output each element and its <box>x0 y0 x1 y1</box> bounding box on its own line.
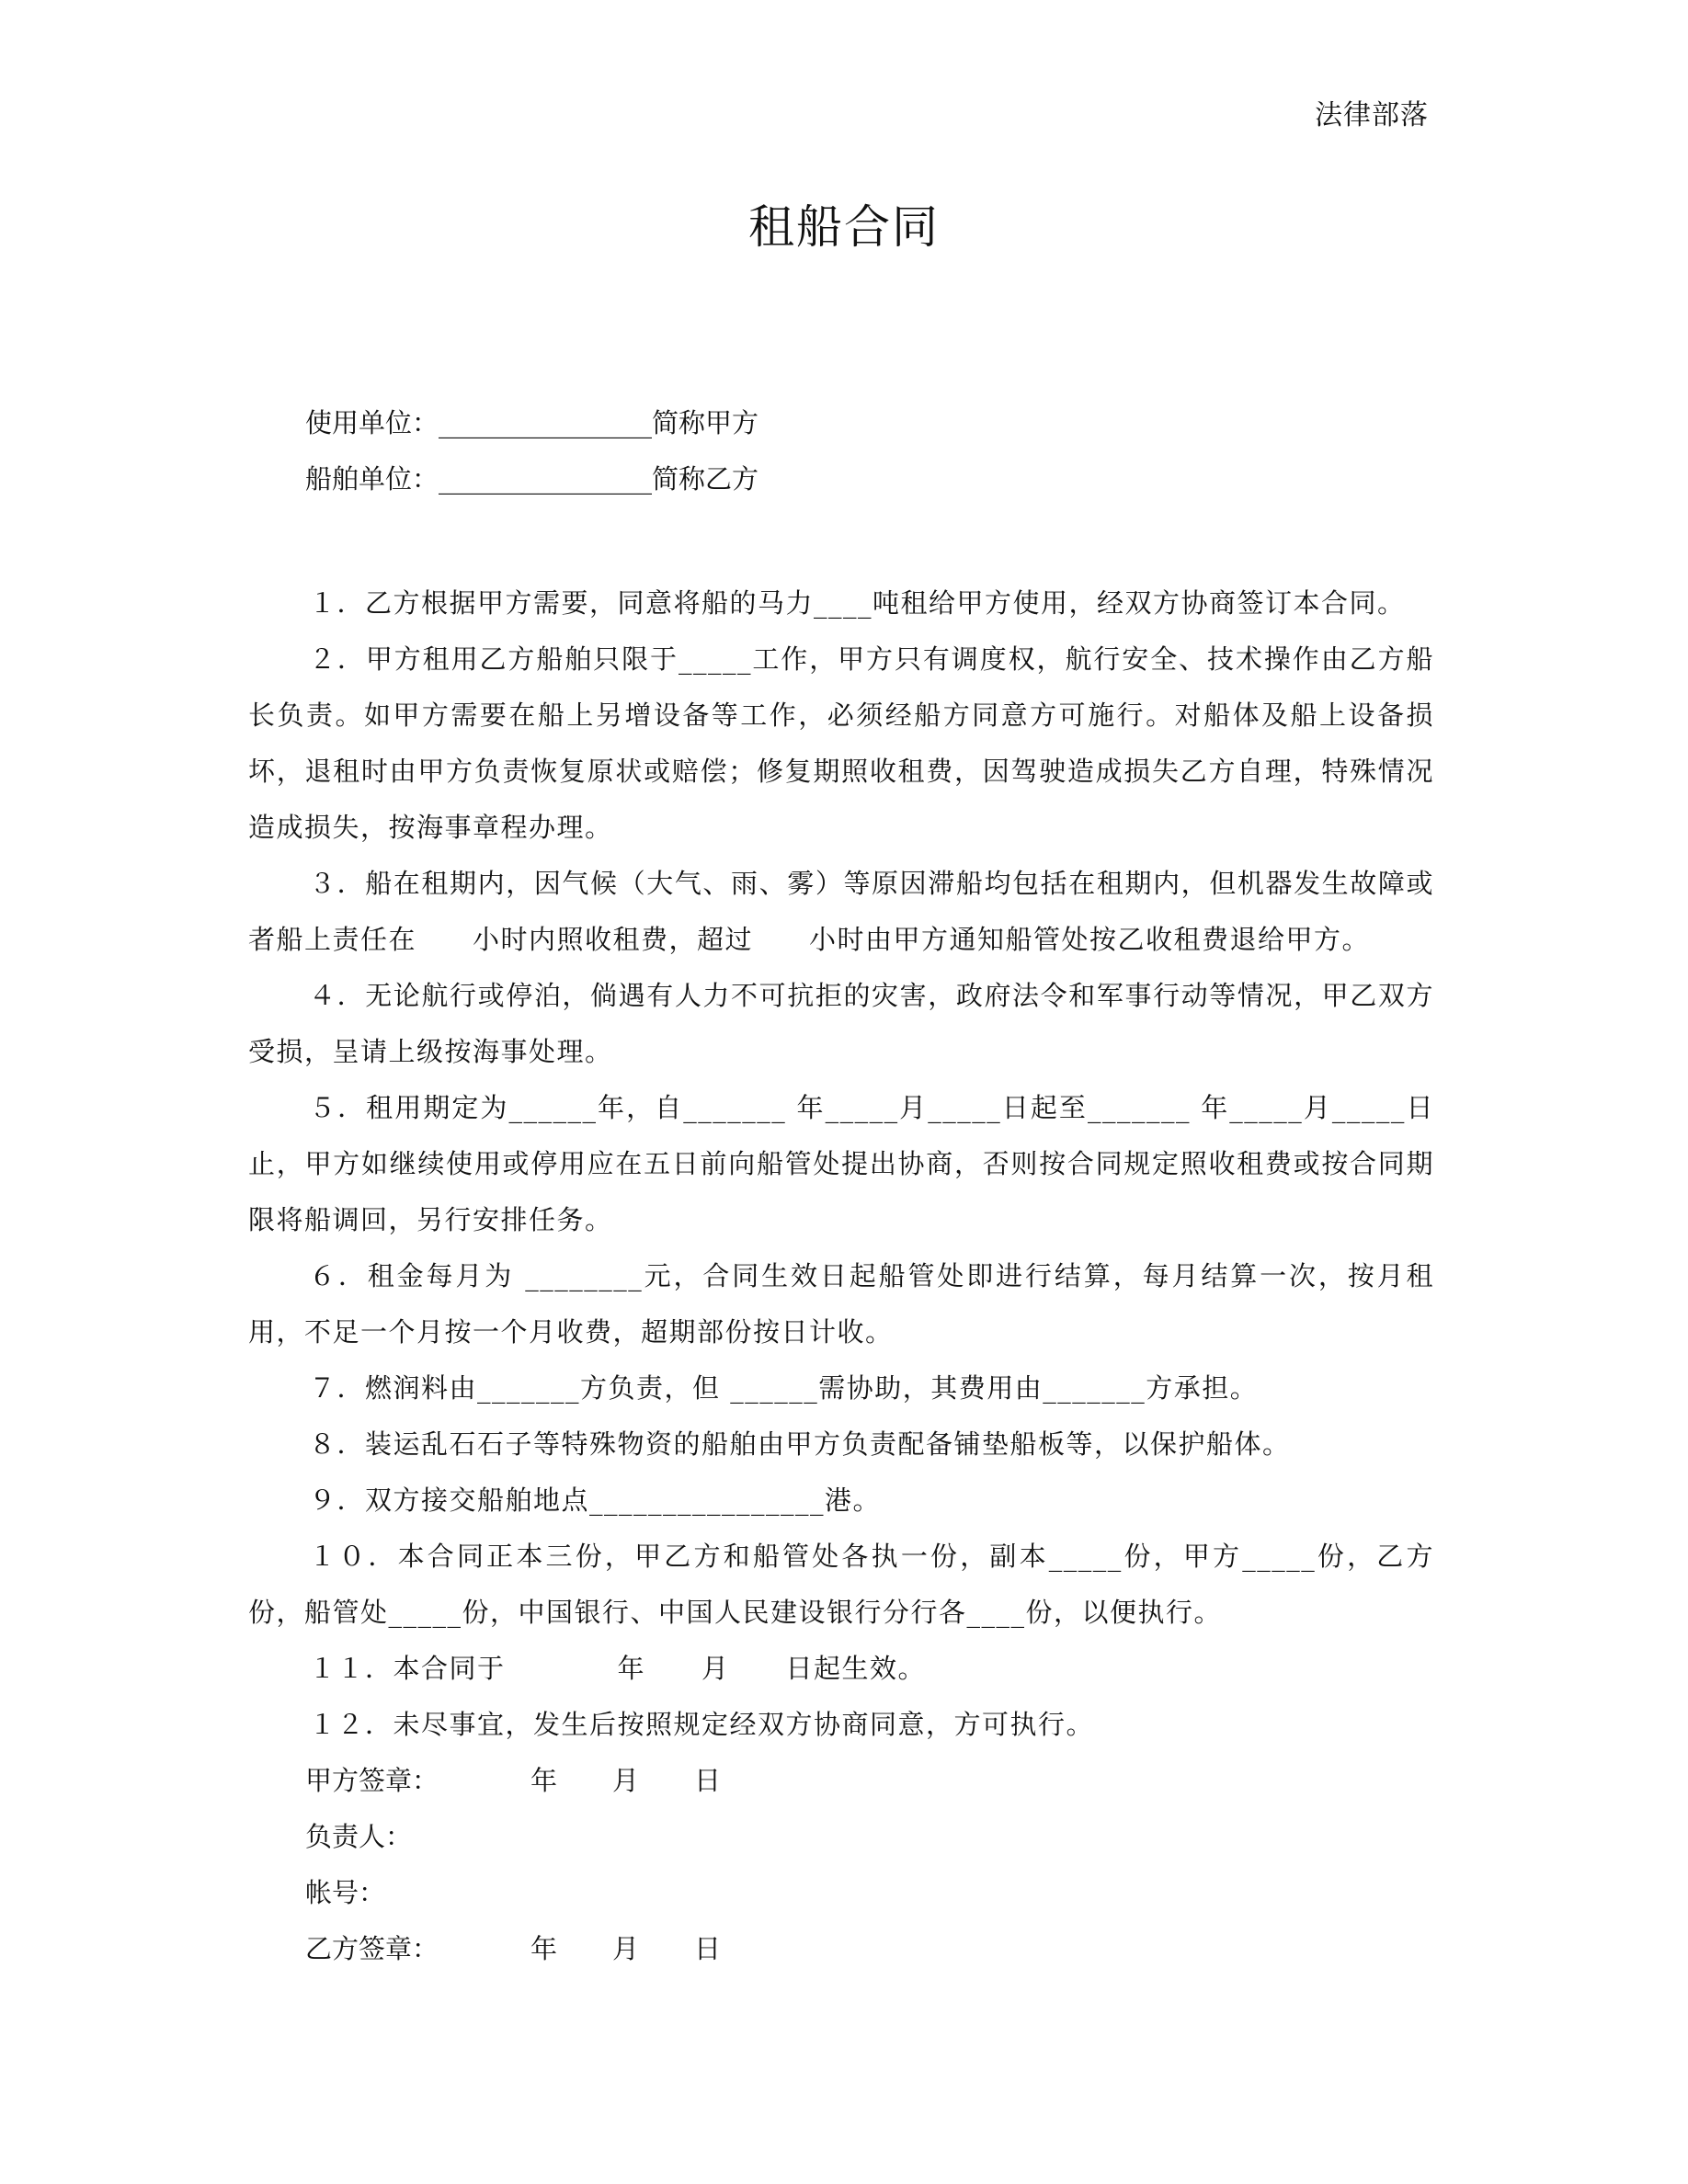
document-body <box>248 395 1434 1977</box>
clause-1: １．乙方根据甲方需要，同意将船的马力____吨租给甲方使用，经双方协商签订本合同。 <box>309 587 1406 619</box>
clause-6: ６．租金每月为 ________元，合同生效日起船管处即进行结算，每月结算一次，按月租用，不足一个月按一个月收费，超期部份按日计收。 <box>248 1260 1434 1348</box>
party-a-signature-date <box>530 1753 721 1809</box>
clause-11: １１．本合同于 年 月 日起生效。 <box>309 1653 927 1684</box>
year-label: 年 <box>530 1933 558 1964</box>
document-title: 租船合同 <box>748 200 940 254</box>
clause-5: ５．租用期定为______年，自_______ 年_____月_____日起至_______ 年_____月_____日止，甲方如继续使用或停用应在五日前向船管处提出协商，否则按合同规定照收租费或按合同期限将船调回，另行安排任务。 <box>248 1092 1434 1235</box>
account-number-line: 帐号： <box>305 1877 386 1908</box>
clause-8: ８．装运乱石石子等特殊物资的船舶由甲方负责配备铺垫船板等，以保护船体。 <box>309 1428 1291 1460</box>
party-b-signature-line <box>248 1921 1434 1977</box>
spacer <box>248 507 1434 575</box>
clause-3: ３．船在租期内，因气候（大气、雨、雾）等原因滞船均包括在租期内，但机器发生故障或者船上责任在 小时内照收租费，超过 小时由甲方通知船管处按乙收租费退给甲方。 <box>248 868 1434 955</box>
clause-7: ７．燃润料由_______方负责，但 ______需协助，其费用由_______方承担。 <box>309 1372 1259 1404</box>
day-label: 日 <box>694 1933 722 1964</box>
party-b-line: 船舶单位：________________简称乙方 <box>305 463 759 495</box>
party-b-signature-label: 乙方签章： <box>305 1933 439 1964</box>
clause-10: １０．本合同正本三份，甲乙方和船管处各执一份，副本_____份，甲方_____份，乙方份，船管处_____份，中国银行、中国人民建设银行分行各____份，以便执行。 <box>248 1541 1434 1628</box>
clause-2: ２．甲方租用乙方船舶只限于_____工作，甲方只有调度权，航行安全、技术操作由乙方船长负责。如甲方需要在船上另增设备等工作，必须经船方同意方可施行。对船体及船上设备损坏，退租时由甲方负责恢复原状或赔偿；修复期照收租费，因驾驶造成损失乙方自理，特殊情况造成损失，按海事章程办理。 <box>248 643 1434 843</box>
clause-9: ９．双方接交船舶地点________________港。 <box>309 1484 882 1516</box>
clause-4: ４．无论航行或停泊，倘遇有人力不可抗拒的灾害，政府法令和军事行动等情况，甲乙双方受损，呈请上级按海事处理。 <box>248 980 1434 1067</box>
day-label: 日 <box>694 1765 722 1796</box>
party-b-signature-date <box>530 1921 721 1977</box>
month-label: 月 <box>612 1933 640 1964</box>
responsible-person-line: 负责人： <box>305 1821 413 1852</box>
header-brand: 法律部落 <box>1315 99 1429 131</box>
party-a-signature-line <box>248 1753 1434 1809</box>
party-a-line: 使用单位：________________简称甲方 <box>305 407 759 438</box>
party-a-signature-label: 甲方签章： <box>305 1765 439 1796</box>
clause-12: １２．未尽事宜，发生后按照规定经双方协商同意，方可执行。 <box>309 1709 1095 1740</box>
month-label: 月 <box>612 1765 640 1796</box>
year-label: 年 <box>530 1765 558 1796</box>
